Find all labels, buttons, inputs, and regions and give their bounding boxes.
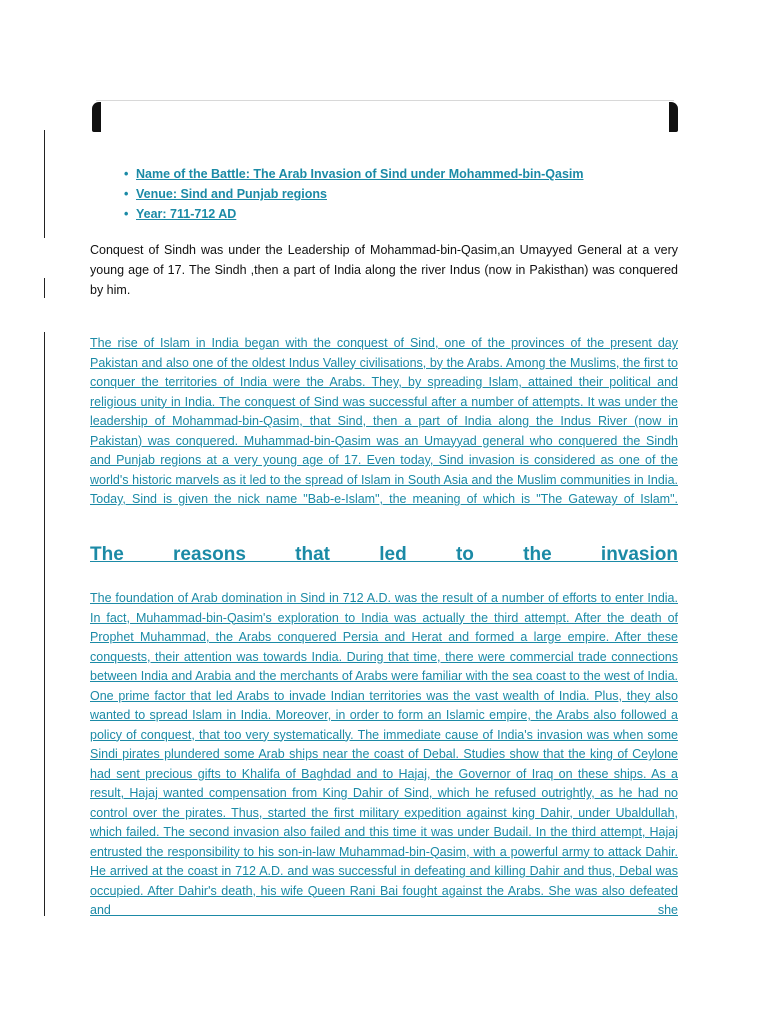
bullet-icon: • [124,207,129,221]
list-item[interactable] [124,184,584,204]
section-heading-link[interactable]: The reasons that led to the invasion [90,544,678,565]
rise-of-islam-paragraph-link[interactable]: The rise of Islam in India began with the conquest of Sind, one of the provinces of the present day Pakistan and also one of the oldest Indus Valley civilisations, by the Arabs. Among the Muslims, the first to conquer the territories of India were the Arabs. They, by spreading Islam, attained their political and religious unity in India. The conquest of Sind was successful after a number of attempts. It was under the leadership of Mohammad-bin-Qasim, that Sind, then a part of India along the Indus River (now in Pakistan) was conquered. Muhammad-bin-Qasim was an Umayyad general who conquered the Sindh and Punjab regions at a very young age of 17. Even today, Sind invasion is considered as one of the world's historic marvels as it led to the spread of Islam in South Asia and the Muslim communities in India. Today, Sind is given the nick name "Bab-e-Islam", the meaning of which is "The Gateway of Islam". [90,336,678,506]
bullet-icon: • [124,187,129,201]
list-item[interactable] [124,164,584,184]
venue-link[interactable]: Venue: Sind and Punjab regions [136,187,327,201]
year-link[interactable]: Year: 711-712 AD [136,207,237,221]
top-frame-line [96,100,674,101]
margin-bar-1 [44,130,45,238]
battle-name-link[interactable]: Name of the Battle: The Arab Invasion of Sind under Mohammed-bin-Qasim [136,167,584,181]
top-frame-left-cap [92,102,101,132]
margin-bar-3 [44,332,45,916]
bullet-icon: • [124,167,129,181]
intro-paragraph: Conquest of Sindh was under the Leadership of Mohammad-bin-Qasim,an Umayyed General at a very young age of 17. The Sindh ,then a part of India along the river Indus (now in Pakisthan) was conquered by him. [90,243,678,297]
margin-bar-2 [44,278,45,298]
top-frame [92,100,678,132]
battle-facts-list [124,164,584,224]
top-frame-right-cap [669,102,678,132]
list-item[interactable] [124,204,584,224]
reasons-paragraph-link[interactable]: The foundation of Arab domination in Sind in 712 A.D. was the result of a number of efforts to enter India. In fact, Muhammad-bin-Qasim's exploration to India was actually the third attempt. After the death of Prophet Muhammad, the Arabs conquered Persia and Herat and formed a large empire. After these conquests, their attention was towards India. During that time, there were commercial trade connections between India and Arabia and the merchants of Arabs were familiar with the sea coast to the west of India. One prime factor that led Arabs to invade Indian territories was the vast wealth of India. Plus, they also wanted to spread Islam in India. Moreover, in order to form an Islamic empire, the Arabs also followed a policy of conquest, that too very systematically. The immediate cause of India's invasion was when some Sindi pirates plundered some Arab ships near the coast of Debal. Studies show that the king of Ceylone had sent precious gifts to Khalifa of Baghdad and to Hajaj, the Governor of Iraq on these ships. As a result, Hajaj wanted compensation from King Dahir of Sind, which he refused outrightly, as he had no control over the pirates. Thus, started the first military expedition against king Dahir, under Ubaldullah, which failed. The second invasion also failed and this time it was under Budail. In the third attempt, Hajaj entrusted the responsibility to his son-in-law Muhammad-bin-Qasim, with a powerful army to attack Dahir. He arrived at the coast in 712 A.D. and was successful in defeating and killing Dahir and thus, Debal was occupied. After Dahir's death, his wife Queen Rani Bai fought against the Arabs. She was also defeated and she [90,591,678,917]
